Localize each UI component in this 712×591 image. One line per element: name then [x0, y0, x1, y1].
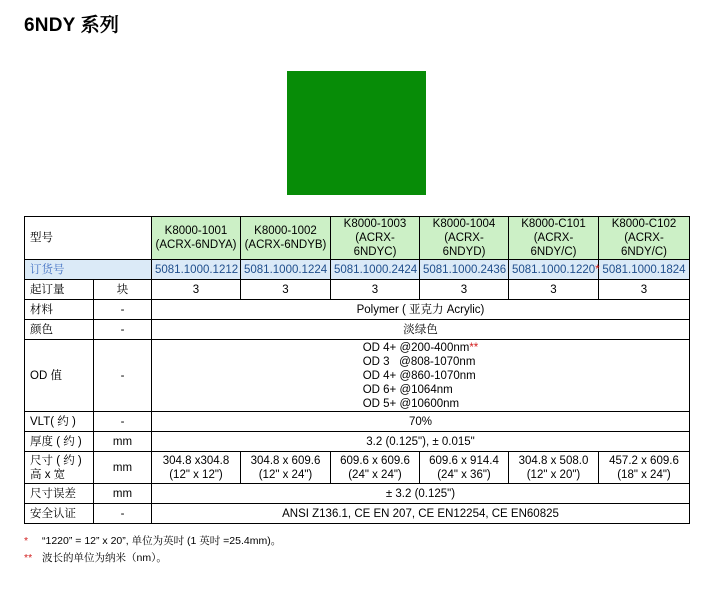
footnote-text: “1220” = 12” x 20”, 单位为英吋 (1 英吋 =25.4mm)。	[42, 535, 282, 547]
size-unit: mm	[94, 452, 152, 484]
vlt-label: VLT( 约 )	[25, 412, 94, 432]
moq-value: 3	[509, 280, 599, 300]
order-number: 5081.1000.1824	[602, 263, 686, 276]
cert-value: ANSI Z136.1, CE EN 207, CE EN12254, CE EN60825	[152, 504, 690, 524]
moq-value: 3	[599, 280, 690, 300]
color-swatch	[287, 71, 426, 195]
size-in: (24" x 24")	[348, 468, 402, 481]
model-cell	[509, 217, 599, 260]
order-number: 5081.1000.1220	[512, 263, 596, 276]
model-row	[25, 217, 690, 260]
moq-label: 起订量	[25, 280, 94, 300]
thickness-label: 厚度 ( 约 )	[25, 432, 94, 452]
footnote-text: 波长的单位为纳米（nm）。	[42, 552, 167, 564]
order-number-cell	[599, 260, 690, 280]
model-name: (ACRX-6NDY/C)	[620, 232, 667, 258]
od-values	[152, 340, 690, 412]
size-label-line1: 尺寸 ( 约 )	[30, 454, 82, 467]
order-number-cell	[509, 260, 599, 280]
order-number-row	[25, 260, 690, 280]
size-mm: 304.8 x 508.0	[518, 454, 589, 467]
cert-row	[25, 504, 690, 524]
od-line-text: OD 4+ @860-1070nm	[362, 369, 476, 382]
model-name: (ACRX-6NDYA)	[155, 239, 237, 251]
order-number: 5081.1000.1212	[155, 263, 239, 276]
size-in: (24" x 36")	[437, 468, 491, 481]
order-number: 5081.1000.2424	[334, 263, 418, 276]
tolerance-unit: mm	[94, 484, 152, 504]
thickness-unit: mm	[94, 432, 152, 452]
size-mm: 457.2 x 609.6	[609, 454, 679, 467]
model-cell	[420, 217, 509, 260]
model-name: (ACRX-6NDYB)	[244, 239, 327, 251]
moq-row	[25, 280, 690, 300]
spec-table	[24, 216, 690, 524]
order-number-cell	[152, 260, 241, 280]
page-title: 6NDY 系列	[24, 15, 120, 36]
size-in: (12" x 24")	[258, 468, 313, 481]
material-unit: -	[94, 300, 152, 320]
order-number-cell	[331, 260, 420, 280]
footnote	[24, 550, 281, 567]
moq-value: 3	[331, 280, 420, 300]
footnotes	[24, 533, 281, 567]
thickness-row	[25, 432, 690, 452]
size-in: (18" x 24")	[617, 468, 671, 481]
od-line	[363, 355, 479, 369]
vlt-unit: -	[94, 412, 152, 432]
size-cell	[241, 452, 331, 484]
tolerance-label: 尺寸误差	[25, 484, 94, 504]
od-line-text: OD 3 @808-1070nm	[362, 355, 476, 368]
size-mm: 304.8 x304.8	[162, 454, 230, 467]
size-mm: 609.6 x 914.4	[429, 454, 499, 467]
vlt-row	[25, 412, 690, 432]
od-line	[363, 397, 479, 411]
od-line	[363, 341, 479, 355]
size-mm: 304.8 x 609.6	[250, 454, 321, 467]
model-cell	[599, 217, 690, 260]
thickness-value: 3.2 (0.125"), ± 0.015"	[152, 432, 690, 452]
od-line	[363, 369, 479, 383]
size-cell	[331, 452, 420, 484]
material-value: Polymer ( 亚克力 Acrylic)	[152, 300, 690, 320]
size-label-line2: 高 x 宽	[30, 468, 66, 481]
moq-unit: 块	[94, 280, 152, 300]
od-line-mark: **	[469, 341, 479, 354]
size-in: (12" x 12")	[169, 468, 223, 481]
model-name: (ACRX-6NDY/C)	[530, 232, 577, 258]
model-cell	[331, 217, 420, 260]
footnote-mark: **	[24, 552, 33, 564]
model-cell	[152, 217, 241, 260]
footnote-mark: *	[24, 535, 29, 547]
tolerance-row	[25, 484, 690, 504]
order-number-cell	[420, 260, 509, 280]
size-row	[25, 452, 690, 484]
od-unit: -	[94, 340, 152, 412]
od-line-text: OD 5+ @10600nm	[362, 397, 460, 410]
size-in: (12" x 20")	[526, 468, 581, 481]
cert-unit: -	[94, 504, 152, 524]
color-label: 颜色	[25, 320, 94, 340]
material-label: 材料	[25, 300, 94, 320]
size-mm: 609.6 x 609.6	[340, 454, 410, 467]
color-unit: -	[94, 320, 152, 340]
model-pn: K8000-C102	[611, 218, 677, 230]
order-number-label: 订货号	[25, 260, 152, 280]
color-value: 淡绿色	[152, 320, 690, 340]
od-label: OD 值	[25, 340, 94, 412]
model-pn: K8000-C101	[521, 218, 586, 230]
od-line-text: OD 6+ @1064nm	[362, 383, 453, 396]
model-label: 型号	[25, 217, 152, 260]
size-cell	[599, 452, 690, 484]
model-pn: K8000-1004	[432, 218, 496, 230]
order-number: 5081.1000.2436	[423, 263, 507, 276]
material-row	[25, 300, 690, 320]
size-cell	[152, 452, 241, 484]
size-label	[25, 452, 94, 484]
order-number-cell	[241, 260, 331, 280]
model-pn: K8000-1001	[164, 225, 228, 237]
model-cell	[241, 217, 331, 260]
model-pn: K8000-1002	[254, 225, 317, 237]
model-name: (ACRX-6NDYD)	[442, 232, 486, 258]
moq-value: 3	[241, 280, 331, 300]
moq-value: 3	[420, 280, 509, 300]
footnote	[24, 533, 281, 550]
vlt-value: 70%	[152, 412, 690, 432]
order-number-mark: *	[595, 263, 600, 276]
od-line-text: OD 4+ @200-400nm	[362, 341, 470, 354]
od-row	[25, 340, 690, 412]
model-pn: K8000-1003	[343, 218, 407, 230]
tolerance-value: ± 3.2 (0.125")	[152, 484, 690, 504]
model-name: (ACRX-6NDYC)	[353, 232, 397, 258]
moq-value: 3	[152, 280, 241, 300]
od-line	[363, 383, 479, 397]
size-cell	[509, 452, 599, 484]
size-cell	[420, 452, 509, 484]
color-row	[25, 320, 690, 340]
cert-label: 安全认证	[25, 504, 94, 524]
order-number: 5081.1000.1224	[244, 263, 328, 276]
